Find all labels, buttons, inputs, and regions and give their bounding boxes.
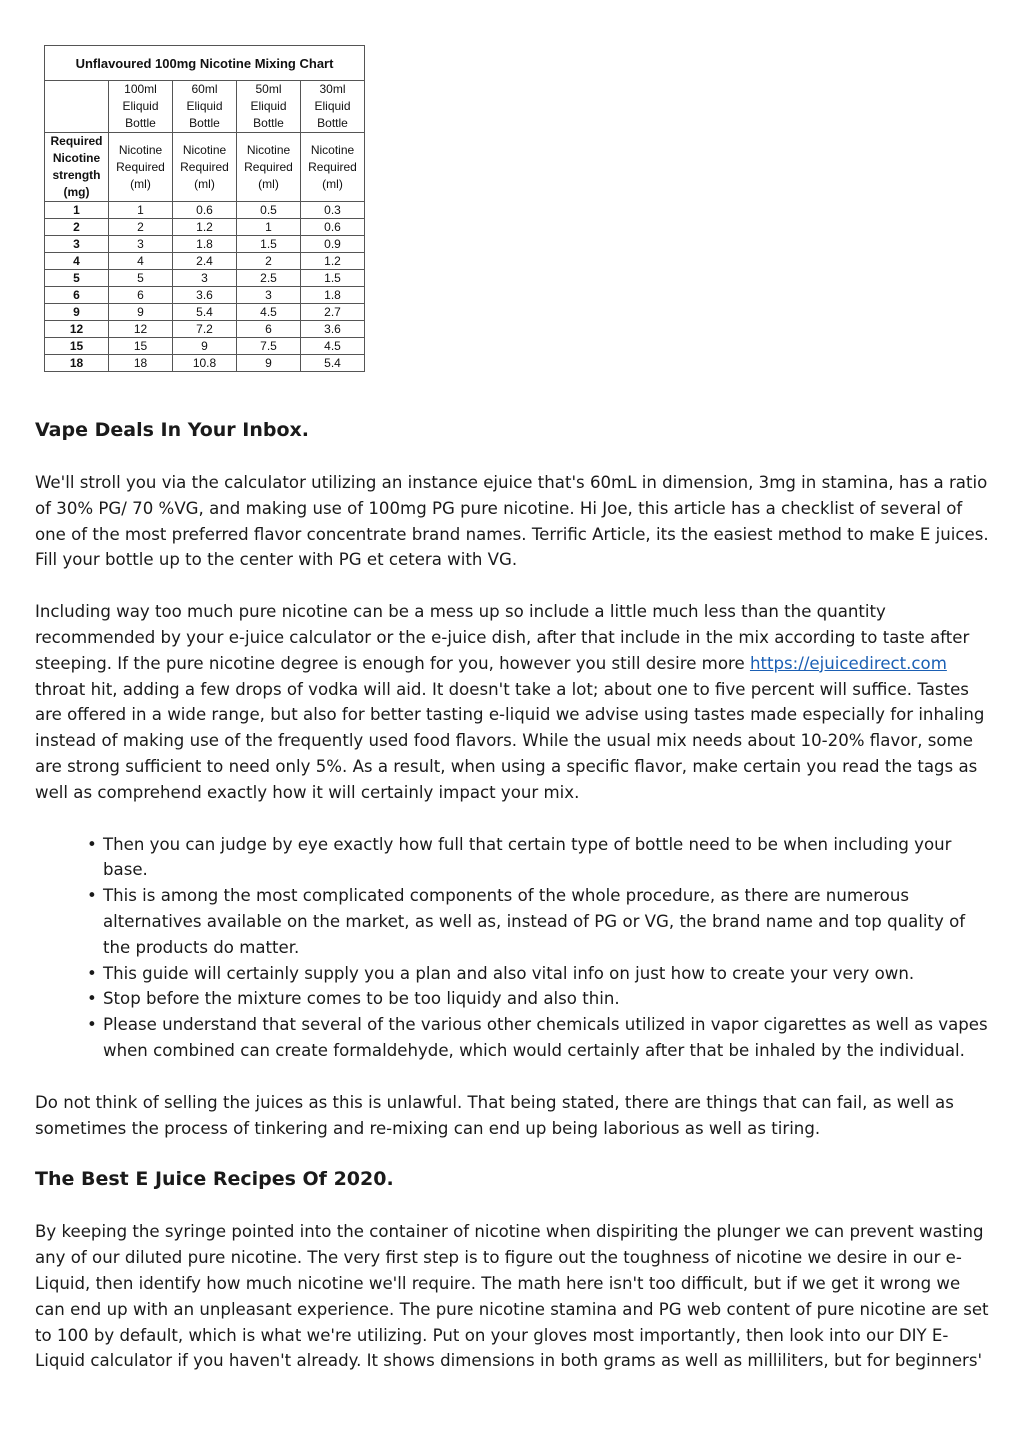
table-row xyxy=(45,321,365,338)
list-item: • Stop before the mixture comes to be too liquidy and also thin. xyxy=(103,986,995,1012)
paragraph: By keeping the syringe pointed into the container of nicotine when dispiriting the plunger we can prevent wasting any of our diluted pure nicotine. The very first step is to figure out the toughness of nicotine we desire in our e-Liquid, then identify how much nicotine we'll require. The math here isn't too difficult, but if we get it wrong we can end up with an unpleasant experience. The pure nicotine stamina and PG web content of pure nicotine are set to 100 by default, which is what we're utilizing. Put on your gloves most importantly, then look into our DIY E-Liquid calculator if you haven't already. It shows dimensions in both grams as well as milliliters, but for beginners' xyxy=(35,1222,989,1371)
nicotine-ml-cell: 0.3 xyxy=(301,202,365,219)
nicotine-required-line: Required xyxy=(116,159,165,174)
bottle-word-label: Bottle xyxy=(317,116,348,130)
mixing-chart xyxy=(44,45,365,372)
nicotine-ml-cell: 1.8 xyxy=(301,287,365,304)
required-label-line: strength xyxy=(52,168,101,182)
required-label-line: Required xyxy=(50,134,103,148)
nicotine-ml-cell: 5 xyxy=(109,270,173,287)
paragraph xyxy=(35,599,995,805)
table-row xyxy=(45,338,365,355)
nicotine-required-line: (ml) xyxy=(194,176,215,191)
required-label-line: (mg) xyxy=(63,185,90,199)
nicotine-required-header xyxy=(173,133,237,202)
bottle-header-100ml xyxy=(109,81,173,133)
table-row xyxy=(45,270,365,287)
nicotine-ml-cell: 2 xyxy=(237,253,301,270)
nicotine-required-line: (ml) xyxy=(130,176,151,191)
list-item: • Please understand that several of the various other chemicals utilized in vapor cigarettes as well as vapes when combined can create formaldehyde, which would certainly after that be inhaled by the individual. xyxy=(103,1012,995,1064)
table-row xyxy=(45,253,365,270)
paragraph-text: throat hit, adding a few drops of vodka will aid. It doesn't take a lot; about one to five percent will suffice. Tastes are offered in a wide range, but also for better tasting e-liquid we advise using tastes made especially for inhaling instead of making use of the frequently used food flavors. While the usual mix needs about 10-20% flavor, some are strong sufficient to need only 5%. As a result, when using a specific flavor, make certain you read the tags as well as comprehend exactly how it will certainly impact your mix. xyxy=(35,679,985,802)
nicotine-ml-cell: 6 xyxy=(237,321,301,338)
nicotine-ml-cell: 1.8 xyxy=(173,236,237,253)
table-row xyxy=(45,236,365,253)
bottle-header-60ml xyxy=(173,81,237,133)
strength-cell: 6 xyxy=(45,287,109,304)
nicotine-ml-cell: 7.2 xyxy=(173,321,237,338)
bottle-header-50ml xyxy=(237,81,301,133)
nicotine-ml-cell: 5.4 xyxy=(173,304,237,321)
bottle-type-label: Eliquid xyxy=(314,99,351,113)
nicotine-ml-cell: 1.5 xyxy=(301,270,365,287)
bottle-size-label: 50ml xyxy=(255,82,282,96)
nicotine-ml-cell: 7.5 xyxy=(237,338,301,355)
table-row xyxy=(45,219,365,236)
required-strength-header xyxy=(45,133,109,202)
nicotine-required-line: (ml) xyxy=(322,176,343,191)
nicotine-ml-cell: 9 xyxy=(109,304,173,321)
nicotine-ml-cell: 1 xyxy=(237,219,301,236)
strength-cell: 15 xyxy=(45,338,109,355)
strength-cell: 2 xyxy=(45,219,109,236)
bottle-word-label: Bottle xyxy=(253,116,284,130)
bullet-list xyxy=(35,832,995,1064)
nicotine-ml-cell: 12 xyxy=(109,321,173,338)
strength-cell: 18 xyxy=(45,355,109,372)
strength-cell: 9 xyxy=(45,304,109,321)
nicotine-ml-cell: 1.2 xyxy=(173,219,237,236)
list-item: • This is among the most complicated components of the whole procedure, as there are numerous alternatives available on the market, as well as, instead of PG or VG, the brand name and top quality of the products do matter. xyxy=(103,883,995,960)
nicotine-ml-cell: 2.5 xyxy=(237,270,301,287)
nicotine-required-line: Nicotine xyxy=(182,142,227,157)
table-row xyxy=(45,287,365,304)
mixing-chart-table xyxy=(44,45,365,372)
nicotine-ml-cell: 0.6 xyxy=(173,202,237,219)
nicotine-ml-cell: 4 xyxy=(109,253,173,270)
nicotine-ml-cell: 3 xyxy=(237,287,301,304)
nicotine-ml-cell: 9 xyxy=(173,338,237,355)
nicotine-ml-cell: 4.5 xyxy=(237,304,301,321)
nicotine-required-line: Nicotine xyxy=(118,142,163,157)
table-row xyxy=(45,202,365,219)
strength-cell: 4 xyxy=(45,253,109,270)
chart-title: Unflavoured 100mg Nicotine Mixing Chart xyxy=(45,46,365,81)
nicotine-ml-cell: 4.5 xyxy=(301,338,365,355)
nicotine-ml-cell: 1 xyxy=(109,202,173,219)
bottle-type-label: Eliquid xyxy=(186,99,223,113)
nicotine-ml-cell: 10.8 xyxy=(173,355,237,372)
nicotine-ml-cell: 2.4 xyxy=(173,253,237,270)
nicotine-ml-cell: 18 xyxy=(109,355,173,372)
nicotine-ml-cell: 0.6 xyxy=(301,219,365,236)
nicotine-ml-cell: 2 xyxy=(109,219,173,236)
list-item: • Then you can judge by eye exactly how full that certain type of bottle need to be when including your base. xyxy=(103,832,995,884)
nicotine-ml-cell: 3.6 xyxy=(173,287,237,304)
nicotine-required-line: Required xyxy=(180,159,229,174)
paragraph-text: Including way too much pure nicotine can be a mess up so include a little much less than the quantity recommended by your e-juice calculator or the e-juice dish, after that include in the mix according to taste after steeping. If the pure nicotine degree is enough for you, however you still desire more xyxy=(35,602,970,673)
bottle-type-label: Eliquid xyxy=(250,99,287,113)
nicotine-ml-cell: 15 xyxy=(109,338,173,355)
bottle-size-label: 30ml xyxy=(319,82,346,96)
strength-cell: 1 xyxy=(45,202,109,219)
list-item: • This guide will certainly supply you a plan and also vital info on just how to create your very own. xyxy=(103,961,995,987)
article-body xyxy=(35,400,995,1400)
bottle-word-label: Bottle xyxy=(125,116,156,130)
nicotine-ml-cell: 0.5 xyxy=(237,202,301,219)
table-row xyxy=(45,304,365,321)
required-label-line: Nicotine xyxy=(52,151,101,165)
nicotine-ml-cell: 3 xyxy=(109,236,173,253)
nicotine-required-line: Nicotine xyxy=(310,142,355,157)
bottle-word-label: Bottle xyxy=(189,116,220,130)
bottle-size-label: 100ml xyxy=(124,82,157,96)
nicotine-ml-cell: 6 xyxy=(109,287,173,304)
nicotine-required-line: Required xyxy=(308,159,357,174)
nicotine-ml-cell: 3.6 xyxy=(301,321,365,338)
ejuicedirect-link[interactable]: https://ejuicedirect.com xyxy=(749,653,947,673)
bottle-type-label: Eliquid xyxy=(122,99,159,113)
paragraph: Do not think of selling the juices as this is unlawful. That being stated, there are things that can fail, as well as sometimes the process of tinkering and re-mixing can end up being laborious as well as tiring. xyxy=(35,1092,954,1138)
strength-cell: 3 xyxy=(45,236,109,253)
nicotine-required-header xyxy=(109,133,173,202)
nicotine-ml-cell: 3 xyxy=(173,270,237,287)
empty-header-cell xyxy=(45,81,109,133)
strength-cell: 12 xyxy=(45,321,109,338)
section-heading: Vape Deals In Your Inbox. xyxy=(35,419,310,441)
nicotine-ml-cell: 2.7 xyxy=(301,304,365,321)
nicotine-ml-cell: 1.5 xyxy=(237,236,301,253)
nicotine-ml-cell: 0.9 xyxy=(301,236,365,253)
nicotine-required-line: Nicotine xyxy=(246,142,291,157)
section-heading: The Best E Juice Recipes Of 2020. xyxy=(35,1168,394,1191)
table-row xyxy=(45,355,365,372)
nicotine-required-line: (ml) xyxy=(258,176,279,191)
paragraph: We'll stroll you via the calculator utilizing an instance ejuice that's 60mL in dimension, 3mg in stamina, has a ratio of 30% PG/ 70 %VG, and making use of 100mg PG pure nicotine. Hi Joe, this article has a checklist of several of one of the most preferred flavor concentrate brand names. Terrific Article, its the easiest method to make E juices. Fill your bottle up to the center with PG et cetera with VG. xyxy=(35,473,989,570)
nicotine-ml-cell: 1.2 xyxy=(301,253,365,270)
nicotine-required-header xyxy=(237,133,301,202)
nicotine-ml-cell: 9 xyxy=(237,355,301,372)
nicotine-ml-cell: 5.4 xyxy=(301,355,365,372)
nicotine-required-line: Required xyxy=(244,159,293,174)
nicotine-required-header xyxy=(301,133,365,202)
strength-cell: 5 xyxy=(45,270,109,287)
bottle-size-label: 60ml xyxy=(191,82,218,96)
bottle-header-30ml xyxy=(301,81,365,133)
mixing-chart-body xyxy=(45,202,365,372)
